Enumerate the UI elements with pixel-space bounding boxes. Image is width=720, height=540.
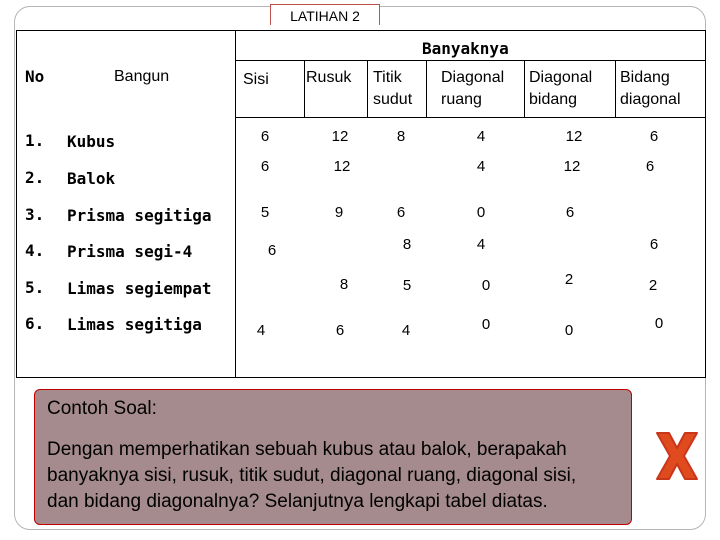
- header-diagonal-ruang-1: Diagonal: [441, 69, 505, 86]
- table-divider: [426, 61, 427, 117]
- cell-diagonal-ruang: 4: [476, 128, 486, 145]
- cell-titik-sudut: 4: [401, 322, 411, 339]
- cell-sisi: 6: [267, 242, 277, 259]
- cell-diagonal-ruang: 0: [481, 316, 491, 333]
- cell-titik-sudut: 6: [396, 204, 406, 221]
- cell-bidang-diagonal: 6: [649, 128, 659, 145]
- row-shape-name: Limas segiempat: [67, 279, 212, 298]
- header-diagonal-bidang-1: Diagonal: [529, 69, 593, 86]
- close-icon-shape: [657, 433, 697, 479]
- example-body: Dengan memperhatikan sebuah kubus atau balok, berapakah banyaknya sisi, rusuk, titik sudut, diagonal ruang, diagonal sisi, dan bidang diagonalnya? Selanjutnya lengkapi tabel diatas.: [47, 439, 577, 512]
- cell-diagonal-ruang: 4: [476, 158, 486, 175]
- header-no: No: [25, 67, 45, 86]
- row-number: 2.: [25, 168, 45, 187]
- header-sudut: sudut: [373, 91, 413, 108]
- cell-rusuk: 12: [331, 128, 349, 145]
- table-divider: [235, 60, 705, 61]
- cell-titik-sudut: 8: [402, 236, 412, 253]
- cell-diagonal-bidang: 2: [564, 271, 574, 288]
- header-sisi: Sisi: [243, 71, 269, 88]
- cell-diagonal-ruang: 4: [476, 236, 486, 253]
- cell-diagonal-ruang: 0: [481, 277, 491, 294]
- cell-diagonal-bidang: 0: [564, 322, 574, 339]
- slide-title: LATIHAN 2: [270, 4, 380, 25]
- cell-diagonal-bidang: 6: [565, 204, 575, 221]
- cell-rusuk: 6: [335, 322, 345, 339]
- header-diagonal-ruang-2: ruang: [441, 91, 482, 108]
- row-shape-name: Prisma segi-4: [67, 242, 193, 261]
- cell-bidang-diagonal: 6: [645, 158, 655, 175]
- row-shape-name: Limas segitiga: [67, 315, 202, 334]
- header-bidang-diagonal-1: Bidang: [620, 69, 670, 86]
- data-table: [16, 30, 706, 378]
- header-rusuk: Rusuk: [306, 69, 352, 86]
- cell-bidang-diagonal: 6: [649, 236, 659, 253]
- row-number: 6.: [25, 314, 45, 333]
- cell-rusuk: 8: [339, 276, 349, 293]
- header-bangun: Bangun: [114, 68, 170, 85]
- table-divider: [367, 61, 368, 117]
- cell-sisi: 5: [260, 204, 270, 221]
- table-divider: [615, 61, 616, 117]
- cell-rusuk: 12: [333, 158, 351, 175]
- table-divider: [304, 61, 305, 117]
- table-divider: [235, 31, 236, 377]
- header-diagonal-bidang-2: bidang: [529, 91, 578, 108]
- header-titik: Titik: [373, 69, 402, 86]
- cell-diagonal-ruang: 0: [476, 204, 486, 221]
- close-icon[interactable]: [654, 430, 700, 482]
- cell-sisi: 4: [256, 322, 266, 339]
- row-shape-name: Balok: [67, 169, 116, 188]
- header-banyaknya: Banyaknya: [422, 39, 509, 58]
- row-shape-name: Prisma segitiga: [67, 206, 212, 225]
- cell-rusuk: 9: [334, 204, 344, 221]
- header-bidang-diagonal-2: diagonal: [620, 91, 681, 108]
- cell-bidang-diagonal: 2: [648, 277, 658, 294]
- example-title: Contoh Soal:: [47, 398, 157, 419]
- row-shape-name: Kubus: [67, 132, 116, 151]
- table-divider: [235, 117, 705, 118]
- table-divider: [524, 61, 525, 117]
- row-number: 4.: [25, 241, 45, 260]
- cell-titik-sudut: 8: [396, 128, 406, 145]
- row-number: 3.: [25, 205, 45, 224]
- cell-sisi: 6: [260, 158, 270, 175]
- cell-diagonal-bidang: 12: [563, 158, 581, 175]
- row-number: 1.: [25, 131, 45, 150]
- row-number: 5.: [25, 278, 45, 297]
- cell-titik-sudut: 5: [402, 277, 412, 294]
- cell-sisi: 6: [260, 128, 270, 145]
- cell-diagonal-bidang: 12: [565, 128, 583, 145]
- cell-bidang-diagonal: 0: [654, 315, 664, 332]
